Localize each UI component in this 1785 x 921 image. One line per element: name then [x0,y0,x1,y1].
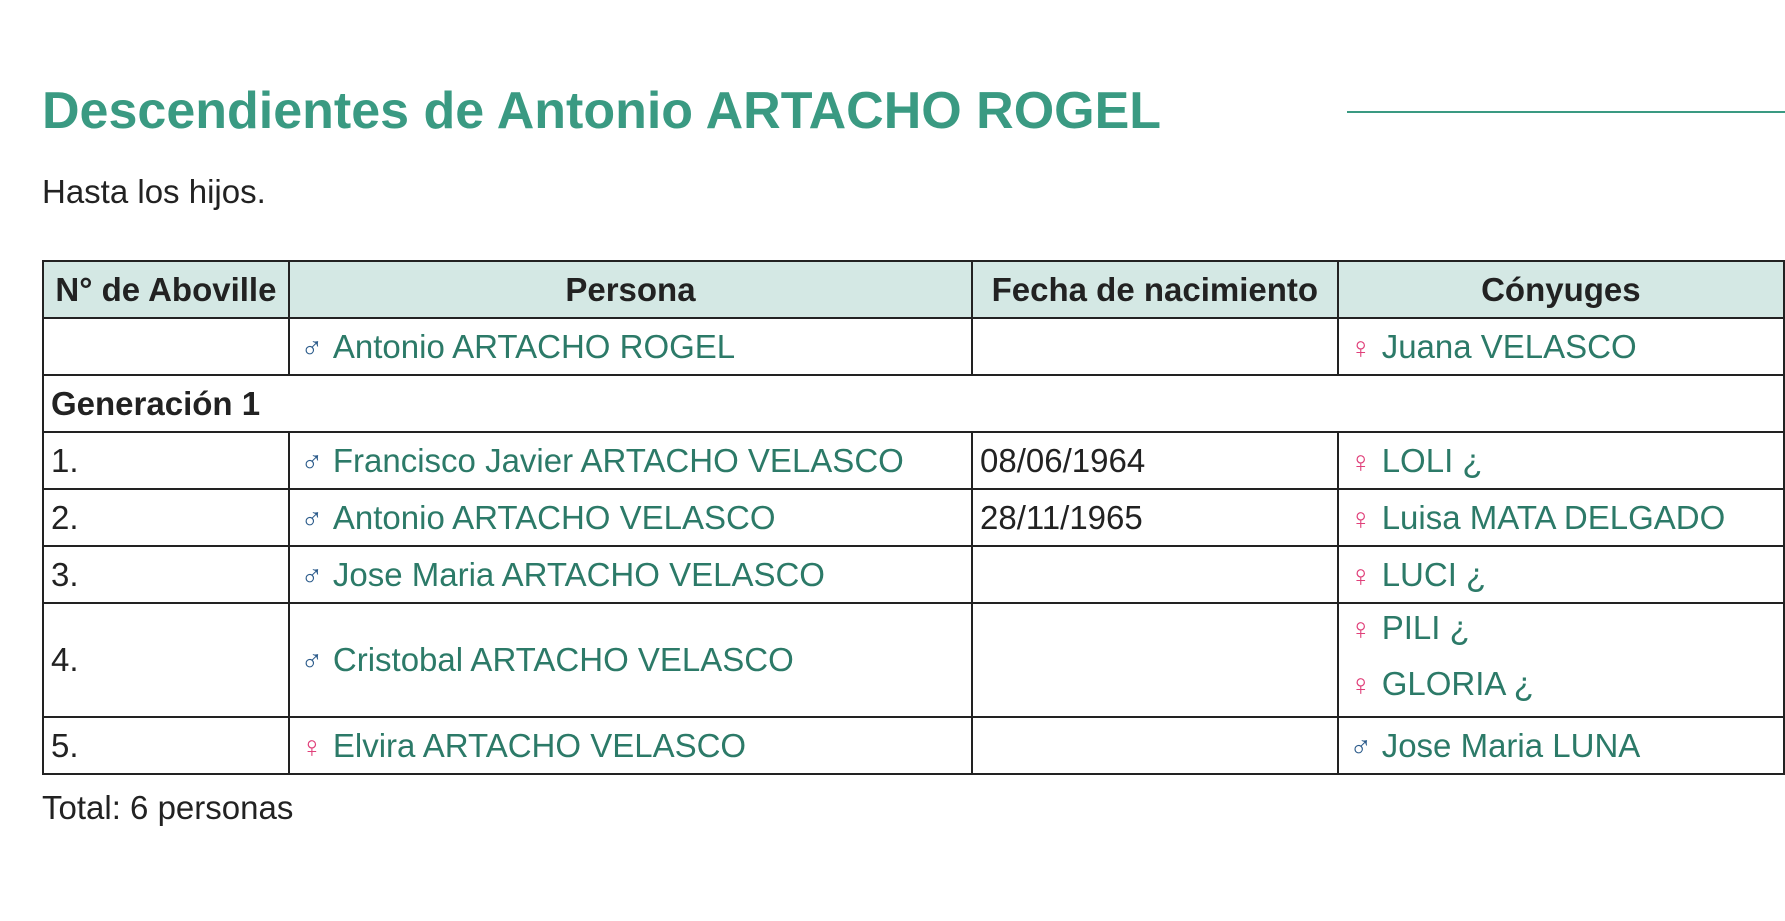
table-row [43,432,1784,489]
fecha-cell [972,546,1338,603]
table-header-row [43,261,1784,318]
person-link[interactable]: Cristobal ARTACHO VELASCO [332,641,794,678]
conyuges-cell [1338,432,1784,489]
header-conyuges: Cónyuges [1338,261,1784,318]
aboville-cell: 5. [43,717,289,774]
generation-row [43,375,1784,432]
person-link[interactable]: Antonio ARTACHO VELASCO [332,498,776,536]
fecha-cell: 28/11/1965 [972,489,1338,546]
generation-label: Generación 1 [43,375,1784,432]
table-body [43,318,1784,774]
table-row [43,717,1784,774]
persona-cell [289,717,972,774]
persona-cell [289,603,972,717]
table-row [43,546,1784,603]
male-symbol-icon: ♂ [300,445,324,479]
spouse-link[interactable]: LUCI ¿ [1381,555,1487,593]
title-row [42,74,1785,148]
total-count: Total: 6 personas [42,789,294,826]
table-row [43,489,1784,546]
persona-cell [289,546,972,603]
spouse-entry [1346,660,1776,716]
aboville-cell: 4. [43,603,289,717]
male-symbol-icon: ♂ [300,559,324,593]
page-subtitle: Hasta los hijos. [42,173,266,210]
persona-cell [289,489,972,546]
conyuges-cell [1338,318,1784,375]
conyuges-cell [1338,489,1784,546]
aboville-cell [43,318,289,375]
aboville-cell: 1. [43,432,289,489]
page-title: Descendientes de Antonio ARTACHO ROGEL [42,82,1162,140]
male-symbol-icon: ♂ [300,502,324,536]
conyuges-cell [1338,546,1784,603]
header-fecha: Fecha de nacimiento [972,261,1338,318]
aboville-cell: 2. [43,489,289,546]
female-symbol-icon: ♀ [1349,559,1372,593]
header-persona: Persona [289,261,972,318]
fecha-cell [972,603,1338,717]
spouse-link[interactable]: Juana VELASCO [1381,327,1637,365]
spouse-entry [1346,604,1776,660]
female-symbol-icon: ♀ [1349,331,1372,365]
persona-cell [289,432,972,489]
spouse-link[interactable]: GLORIA ¿ [1381,665,1534,702]
female-symbol-icon: ♀ [1349,613,1372,646]
conyuges-cell [1338,603,1784,717]
female-symbol-icon: ♀ [1349,502,1372,536]
person-link[interactable]: Antonio ARTACHO ROGEL [332,327,736,365]
table-row-root [43,318,1784,375]
spouse-link[interactable]: LOLI ¿ [1381,441,1483,479]
spouse-link[interactable]: Jose Maria LUNA [1381,726,1641,764]
fecha-cell: 08/06/1964 [972,432,1338,489]
header-aboville: N° de Aboville [43,261,289,318]
male-symbol-icon: ♂ [300,645,324,678]
table-row [43,603,1784,717]
fecha-cell [972,717,1338,774]
person-link[interactable]: Francisco Javier ARTACHO VELASCO [332,441,904,479]
fecha-cell [972,318,1338,375]
person-link[interactable]: Jose Maria ARTACHO VELASCO [332,555,825,593]
male-symbol-icon: ♂ [300,331,324,365]
spouse-link[interactable]: PILI ¿ [1381,609,1470,646]
male-symbol-icon: ♂ [1349,730,1372,764]
conyuges-cell [1338,717,1784,774]
female-symbol-icon: ♀ [300,730,324,764]
female-symbol-icon: ♀ [1349,669,1372,702]
title-divider [1347,111,1785,113]
person-link[interactable]: Elvira ARTACHO VELASCO [332,726,747,764]
spouse-link[interactable]: Luisa MATA DELGADO [1381,498,1726,536]
aboville-cell: 3. [43,546,289,603]
female-symbol-icon: ♀ [1349,445,1372,479]
persona-cell [289,318,972,375]
descendants-table [42,260,1785,775]
